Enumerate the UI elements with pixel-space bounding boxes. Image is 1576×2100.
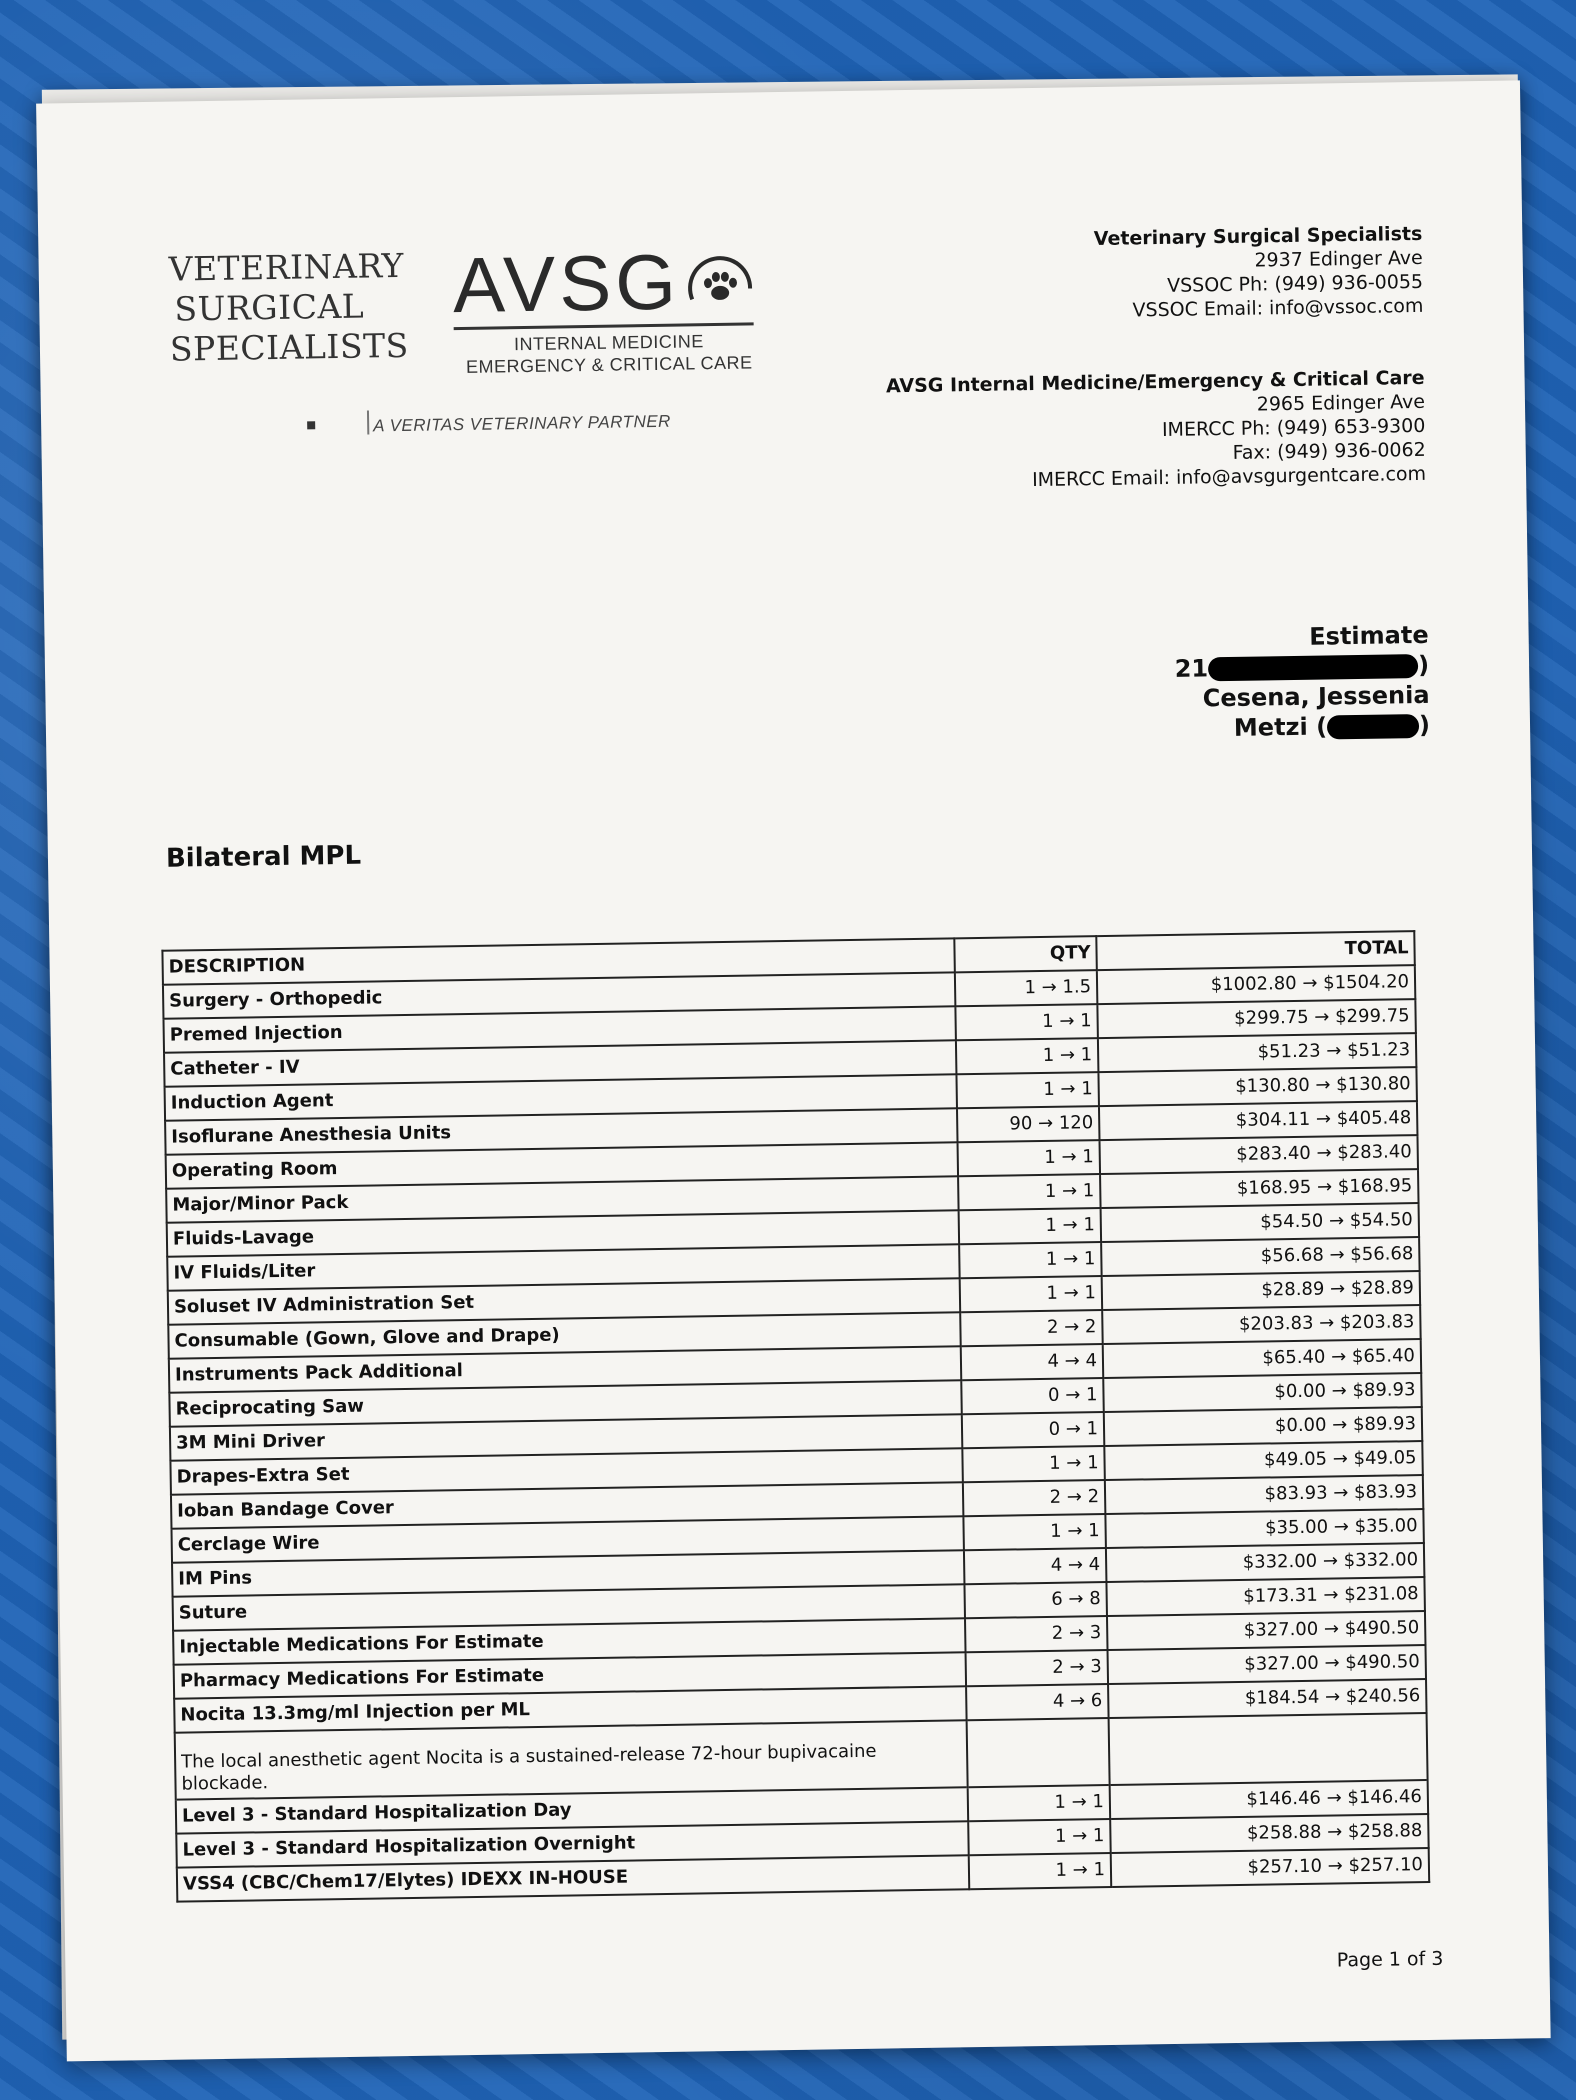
cell-total: $28.89 → $28.89 [1102,1271,1420,1310]
cell-description: Reciprocating Saw [169,1380,961,1426]
cell-qty: 1 → 1 [963,1514,1106,1550]
patient-name: Metzi ( ) [1233,710,1431,742]
cell-qty: 1 → 1 [968,1819,1111,1855]
nocita-note: The local anesthetic agent Nocita is a sustained-release 72-hour bupivacaine blockade. [175,1720,968,1799]
cell-qty: 1 → 1 [959,1208,1102,1244]
cell-qty: 6 → 8 [964,1582,1107,1618]
avsg-name: AVSG [452,237,681,330]
cell-qty: 1 → 1 [960,1276,1103,1312]
cell-total: $203.83 → $203.83 [1102,1305,1420,1344]
cell-description: Instruments Pack Additional [169,1346,961,1392]
cell-total: $283.40 → $283.40 [1100,1135,1418,1174]
avsg-logo [452,237,794,378]
cell-description: Cerclage Wire [171,1516,963,1562]
cell-description: Major/Minor Pack [166,1176,958,1222]
estimate-label: Estimate [1309,620,1429,651]
cell-qty: 4 → 4 [961,1344,1104,1380]
cell-qty: 4 → 4 [964,1548,1107,1584]
cell-total: $173.31 → $231.08 [1106,1577,1424,1616]
cell-description: Ioban Bandage Cover [171,1482,963,1528]
cell-qty: 4 → 6 [966,1684,1109,1720]
cell-total: $304.11 → $405.48 [1099,1101,1417,1140]
vss-logo-line: SPECIALISTS [169,325,409,369]
cell-total: $327.00 → $490.50 [1107,1611,1425,1650]
cell-qty: 1 → 1 [956,1038,1099,1074]
cell-description: Premed Injection [163,1006,955,1052]
cell-description: Operating Room [166,1142,958,1188]
cell-description: Suture [173,1584,965,1630]
cell-total: $56.68 → $56.68 [1101,1237,1419,1276]
cell-total: $184.54 → $240.56 [1108,1679,1426,1718]
cell-qty: 90 → 120 [957,1106,1100,1142]
cell-description: IV Fluids/Liter [167,1244,959,1290]
imercc-contact [886,366,1426,494]
cell-total: $146.46 → $146.46 [1110,1780,1428,1819]
cell-description: Surgery - Orthopedic [163,972,955,1018]
cell-total: $0.00 → $89.93 [1103,1373,1421,1412]
cell-description: IM Pins [172,1550,964,1596]
estimate-id: 21 ) [1174,650,1430,683]
cell-qty: 1 → 1 [958,1140,1101,1176]
cell-description: Pharmacy Medications For Estimate [174,1652,966,1698]
cell-description: Consumable (Gown, Glove and Drape) [168,1312,960,1358]
estimate-table [161,930,1430,1903]
cell-description: Catheter - IV [164,1040,956,1086]
cell-total: $35.00 → $35.00 [1105,1509,1423,1548]
cell-qty: 1 → 1 [958,1174,1101,1210]
cell-description: VSS4 (CBC/Chem17/Elytes) IDEXX IN-HOUSE [177,1855,969,1901]
cell-total: $0.00 → $89.93 [1104,1407,1422,1446]
cell-total: $83.93 → $83.93 [1105,1475,1423,1514]
imercc-fax: Fax: (949) 936-0062 [1232,438,1426,464]
header-qty: QTY [954,936,1097,972]
cell-description: Fluids-Lavage [167,1210,959,1256]
cell-total: $299.75 → $299.75 [1097,999,1415,1038]
vssoc-phone: VSSOC Ph: (949) 936-0055 [1166,270,1424,297]
partner-tagline: A VERITAS VETERINARY PARTNER [373,411,672,436]
cell-total: $327.00 → $490.50 [1108,1645,1426,1684]
vss-logo [168,245,409,369]
cell-qty: 0 → 1 [962,1412,1105,1448]
imercc-phone: IMERCC Ph: (949) 653-9300 [1161,414,1426,442]
cell-total: $1002.80 → $1504.20 [1097,965,1415,1004]
cell-qty: 1 → 1.5 [955,970,1098,1006]
estimate-page [36,80,1551,2061]
cell-qty: 2 → 2 [960,1310,1103,1346]
client-name: Cesena, Jessenia [1202,680,1430,713]
vss-logo-line: VETERINARY [168,245,405,289]
cell-total: $168.95 → $168.95 [1100,1169,1418,1208]
cell-total: $258.88 → $258.88 [1110,1814,1428,1853]
cell-qty: 2 → 3 [965,1616,1108,1652]
paw-icon [683,249,756,312]
imercc-email: IMERCC Email: info@avsgurgentcare.com [1031,462,1427,492]
page-number: Page 1 of 3 [1336,1947,1444,1972]
cell-qty: 1 → 1 [956,1072,1099,1108]
cell-description: Level 3 - Standard Hospitalization Day [176,1787,968,1833]
cell-total: $257.10 → $257.10 [1111,1848,1429,1887]
cell-qty: 1 → 1 [962,1446,1105,1482]
cell-qty: 2 → 3 [966,1650,1109,1686]
cell-total: $51.23 → $51.23 [1098,1033,1416,1072]
redaction-mark [1327,714,1419,739]
cell-total: $54.50 → $54.50 [1101,1203,1419,1242]
cell-description: Isoflurane Anesthesia Units [165,1108,957,1154]
vssoc-contact [1094,222,1424,323]
vssoc-email: VSSOC Email: info@vssoc.com [1132,294,1424,322]
cell-total: $130.80 → $130.80 [1098,1067,1416,1106]
cell-description: Level 3 - Standard Hospitalization Overnight [176,1821,968,1867]
cell-description: Injectable Medications For Estimate [173,1618,965,1664]
cell-qty: 2 → 2 [963,1480,1106,1516]
header-total: TOTAL [1096,931,1414,970]
cell-qty: 1 → 1 [968,1785,1111,1821]
cell-description: Nocita 13.3mg/ml Injection per ML [174,1686,966,1732]
square-bullet-icon [307,421,315,429]
avsg-subtitle-1: INTERNAL MEDICINE [513,331,704,355]
avsg-subtitle-2: EMERGENCY & CRITICAL CARE [465,352,753,377]
cell-total: $332.00 → $332.00 [1106,1543,1424,1582]
cell-total: $49.05 → $49.05 [1104,1441,1422,1480]
cell-description: 3M Mini Driver [170,1414,962,1460]
header-description: DESCRIPTION [162,938,954,984]
cell-total: $65.40 → $65.40 [1103,1339,1421,1378]
cell-qty: 1 → 1 [959,1242,1102,1278]
cell-description: Soluset IV Administration Set [168,1278,960,1324]
cell-qty: 0 → 1 [961,1378,1104,1414]
cell-description: Drapes-Extra Set [170,1448,962,1494]
cell-qty: 1 → 1 [955,1004,1098,1040]
cell-description: Induction Agent [165,1074,957,1120]
vssoc-name: Veterinary Surgical Specialists [1093,222,1423,251]
cell-qty: 1 → 1 [969,1853,1112,1889]
vss-logo-line: SURGICAL [174,286,365,329]
vssoc-address: 2937 Edinger Ave [1254,246,1423,272]
imercc-name: AVSG Internal Medicine/Emergency & Critical Care [885,366,1425,398]
redaction-mark [1208,654,1418,681]
procedure-title: Bilateral MPL [165,840,362,874]
estimate-header [1174,620,1430,744]
imercc-address: 2965 Edinger Ave [1256,390,1426,416]
